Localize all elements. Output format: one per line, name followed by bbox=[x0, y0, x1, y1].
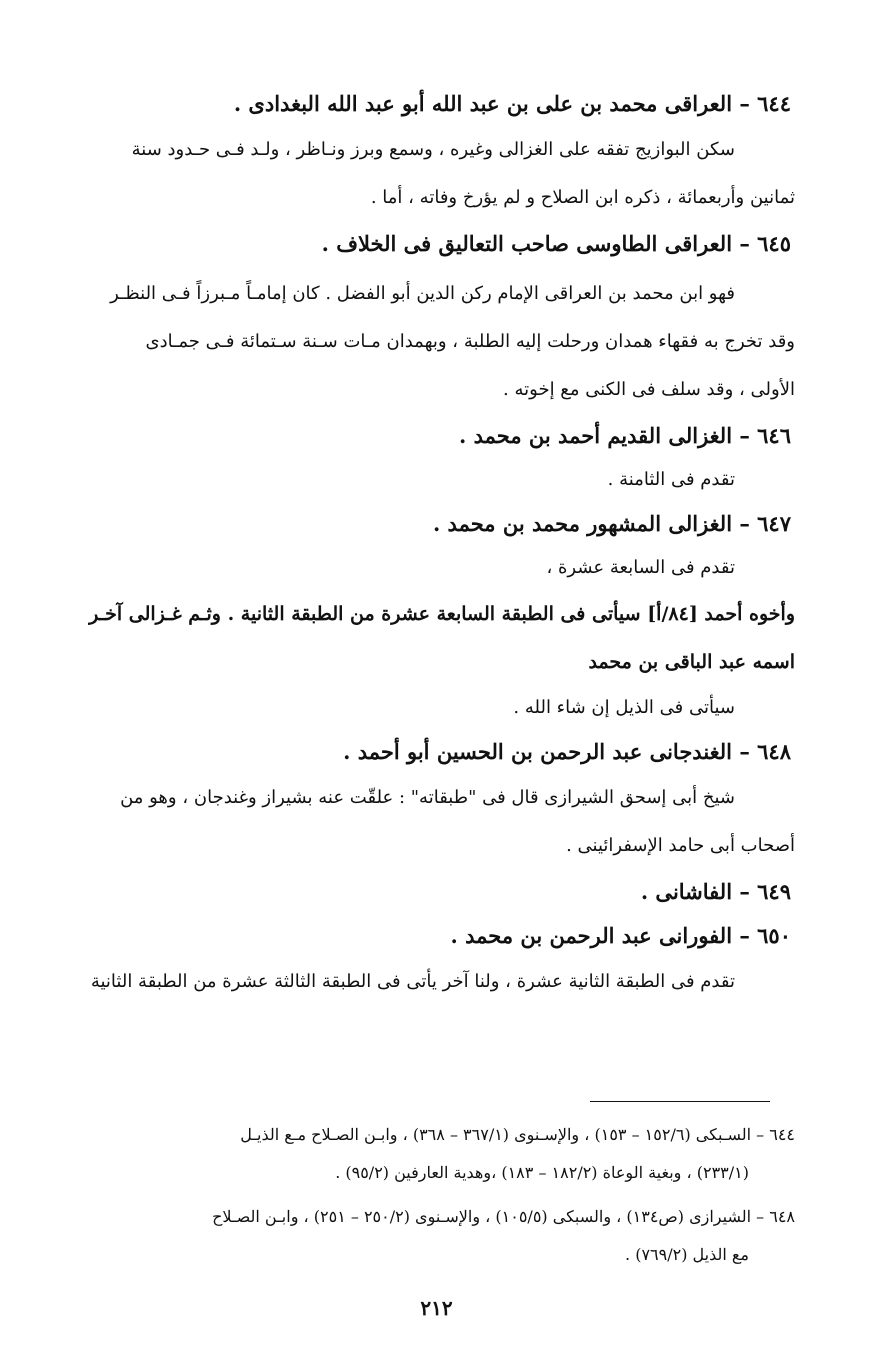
footnote-line: (٢٣٣/١) ، وبغية الوعاة (١٨٢/٢ – ١٨٣) ،وهدية العارفين (٩٥/٢) . bbox=[335, 1163, 749, 1182]
entry-text-line: أصحاب أبى حامد الإسفرائينى . bbox=[566, 835, 795, 856]
footnotes bbox=[60, 1116, 795, 1280]
entry-text-line: وأخوه أحمد [٨٤/أ] سيأتى فى الطبقة السابعة عشرة من الطبقة الثانية . وثـم غـزالى آخـر bbox=[89, 603, 795, 625]
footnote-648 bbox=[60, 1198, 795, 1274]
entry-text-line: ثمانين وأربعمائة ، ذكره ابن الصلاح و لم يؤرخ وفاته ، أما . bbox=[370, 187, 795, 208]
footnote-line: مع الذيل (٧٦٩/٢) . bbox=[625, 1245, 749, 1264]
entry-heading-649: ٦٤٩ – الفاشانى . bbox=[640, 879, 791, 904]
entry-text-line: اسمه عبد الباقى بن محمد bbox=[588, 651, 795, 673]
entry-text-line: شيخ أبى إسحق الشيرازى قال فى "طبقاته" : علقّت عنه بشيراز وغندجان ، وهو من bbox=[120, 787, 735, 808]
entry-text-line: تقدم فى الثامنة . bbox=[607, 469, 735, 490]
entry-heading-648: ٦٤٨ – الغندجانى عبد الرحمن بن الحسين أبو أحمد . bbox=[343, 739, 791, 764]
entry-text-line: سيأتى فى الذيل إن شاء الله . bbox=[513, 697, 735, 718]
entry-heading-645: ٦٤٥ – العراقى الطاوسى صاحب التعاليق فى الخلاف . bbox=[321, 231, 791, 256]
entry-text-line: تقدم فى السابعة عشرة ، bbox=[546, 557, 735, 578]
footnote-644 bbox=[60, 1116, 795, 1192]
main-text bbox=[60, 82, 795, 1006]
entry-text-line: الأولى ، وقد سلف فى الكنى مع إخوته . bbox=[503, 379, 795, 400]
entry-heading-646: ٦٤٦ – الغزالى القديم أحمد بن محمد . bbox=[459, 423, 791, 448]
entry-heading-647: ٦٤٧ – الغزالى المشهور محمد بن محمد . bbox=[432, 511, 791, 536]
entry-text-line: تقدم فى الطبقة الثانية عشرة ، ولنا آخر يأتى فى الطبقة الثالثة عشرة من الطبقة الثانية bbox=[90, 971, 735, 992]
entry-text-line: وقد تخرج به فقهاء همدان ورحلت إليه الطلبة ، وبهمدان مـات سـنة سـتمائة فـى جمـادى bbox=[145, 331, 795, 352]
entry-text-line: فهو ابن محمد بن العراقى الإمام ركن الدين أبو الفضل . كان إمامـاً مـبرزاً فـى النظـر bbox=[110, 283, 735, 304]
footnote-separator bbox=[590, 1101, 770, 1102]
footnote-line: ٦٤٨ – الشيرازى (ص١٣٤) ، والسبكى (١٠٥/٥) ، والإسـنوى (٢٥٠/٢ – ٢٥١) ، وابـن الصـلاح bbox=[212, 1207, 795, 1226]
entry-heading-650: ٦٥٠ – الفورانى عبد الرحمن بن محمد . bbox=[450, 923, 791, 948]
entry-text-line: سكن البوازيج تفقه على الغزالى وغيره ، وسمع وبرز ونـاظر ، ولـد فـى حـدود سنة bbox=[131, 139, 735, 160]
footnote-line: ٦٤٤ – السـبكى (١٥٢/٦ – ١٥٣) ، والإسـنوى (٣٦٧/١ – ٣٦٨) ، وابـن الصـلاح مـع الذيـل bbox=[240, 1125, 795, 1144]
page-number: ٢١٢ bbox=[420, 1296, 453, 1320]
entry-heading-644: ٦٤٤ – العراقى محمد بن على بن عبد الله أبو عبد الله البغدادى . bbox=[233, 91, 791, 116]
